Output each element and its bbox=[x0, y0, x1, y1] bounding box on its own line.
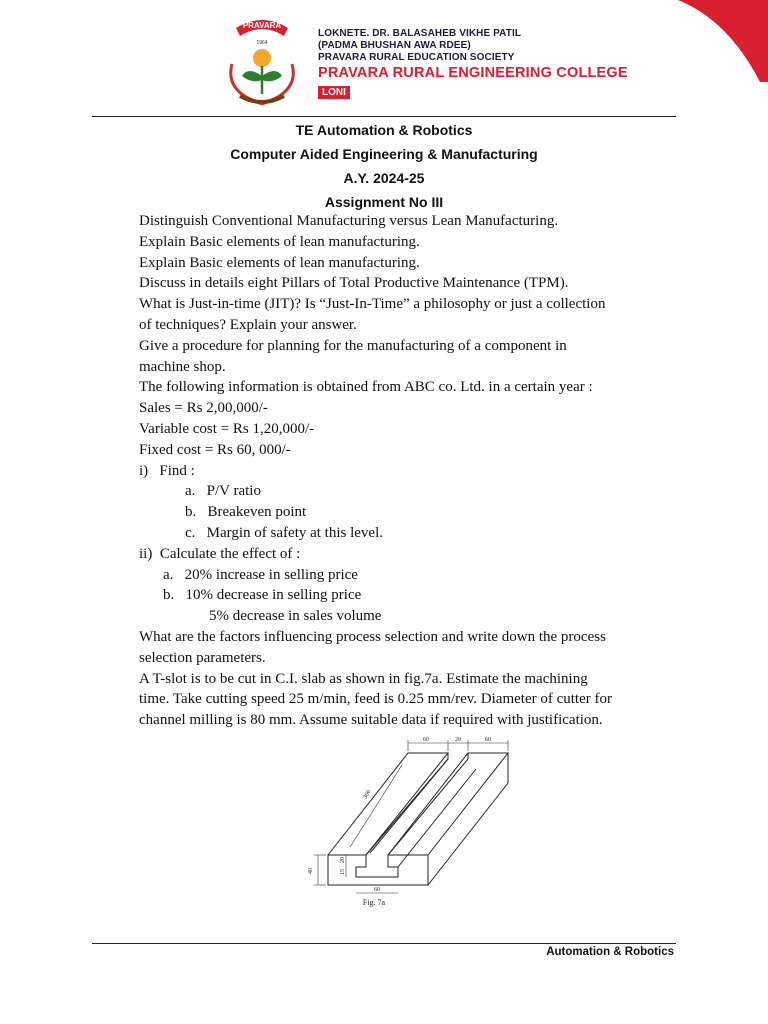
dim-top-left: 60 bbox=[423, 737, 429, 743]
list-item: 5% decrease in sales volume bbox=[209, 608, 382, 625]
dim-bottom: 60 bbox=[374, 887, 380, 893]
figure-caption: Fig. 7a bbox=[362, 898, 386, 907]
text-line: Explain Basic elements of lean manufacturing. bbox=[139, 233, 420, 250]
college-header bbox=[220, 10, 690, 110]
logo-year: 1964 bbox=[256, 40, 268, 46]
course-class: TE Automation & Robotics bbox=[295, 122, 473, 138]
college-logo-icon bbox=[220, 14, 304, 110]
dim-length: 300 bbox=[362, 789, 373, 801]
text-line: What are the factors influencing process selection and write down the process bbox=[139, 628, 606, 645]
text-line: Discuss in details eight Pillars of Total Productive Maintenance (TPM). bbox=[139, 275, 569, 292]
text-line: Variable cost = Rs 1,20,000/- bbox=[139, 420, 315, 437]
header-line-3: PRAVARA RURAL EDUCATION SOCIETY bbox=[318, 52, 515, 63]
text-line: Fixed cost = Rs 60, 000/- bbox=[139, 441, 291, 458]
list-item: a. 20% increase in selling price bbox=[163, 566, 358, 583]
text-line: channel milling is 80 mm. Assume suitable data if required with justification. bbox=[139, 712, 603, 729]
text-line: time. Take cutting speed 25 m/min, feed is 0.25 mm/rev. Diameter of cutter for bbox=[139, 691, 612, 708]
dim-height: 40 bbox=[308, 868, 314, 874]
text-line: Sales = Rs 2,00,000/- bbox=[139, 400, 268, 417]
text-line: machine shop. bbox=[139, 358, 226, 375]
text-line: Explain Basic elements of lean manufacturing. bbox=[139, 254, 420, 271]
footer-rule bbox=[92, 943, 676, 944]
text-line: What is Just-in-time (JIT)? Is “Just-In-Time” a philosophy or just a collection bbox=[139, 296, 606, 313]
text-line: Distinguish Conventional Manufacturing versus Lean Manufacturing. bbox=[139, 213, 559, 229]
t-slot-figure bbox=[300, 735, 530, 913]
text-line: Give a procedure for planning for the manufacturing of a component in bbox=[139, 337, 567, 354]
logo-text: PRAVARA bbox=[242, 21, 282, 30]
page-footer: Automation & Robotics bbox=[546, 946, 674, 958]
assignment-headings bbox=[92, 118, 676, 214]
dim-top-right: 60 bbox=[485, 737, 491, 743]
text-line: The following information is obtained from ABC co. Ltd. in a certain year : bbox=[139, 379, 593, 396]
header-line-1: LOKNETE. DR. BALASAHEB VIKHE PATIL bbox=[318, 28, 522, 39]
questions-body bbox=[139, 211, 679, 731]
college-name: PRAVARA RURAL ENGINEERING COLLEGE bbox=[318, 65, 628, 81]
list-item: b. Breakeven point bbox=[185, 504, 307, 521]
location-badge: LONI bbox=[318, 86, 350, 99]
text-line: i) Find : bbox=[139, 462, 195, 479]
list-item: b. 10% decrease in selling price bbox=[163, 587, 362, 604]
text-line: ii) Calculate the effect of : bbox=[139, 545, 301, 562]
list-item: c. Margin of safety at this level. bbox=[185, 524, 384, 541]
list-item: a. P/V ratio bbox=[185, 483, 261, 500]
assignment-number: Assignment No III bbox=[324, 194, 444, 210]
course-title: Computer Aided Engineering & Manufacturing bbox=[230, 146, 538, 162]
header-line-2: (PADMA BHUSHAN AWA RDEE) bbox=[318, 40, 471, 51]
dim-slot-b: 15 bbox=[340, 869, 346, 875]
text-line: of techniques? Explain your answer. bbox=[139, 316, 357, 333]
text-line: A T-slot is to be cut in C.I. slab as shown in fig.7a. Estimate the machining bbox=[139, 670, 588, 687]
academic-year: A.Y. 2024-25 bbox=[343, 170, 425, 186]
text-line: selection parameters. bbox=[139, 649, 266, 666]
dim-slot-a: 20 bbox=[340, 857, 346, 863]
header-rule bbox=[92, 116, 676, 117]
dim-top-mid: 20 bbox=[455, 737, 461, 743]
